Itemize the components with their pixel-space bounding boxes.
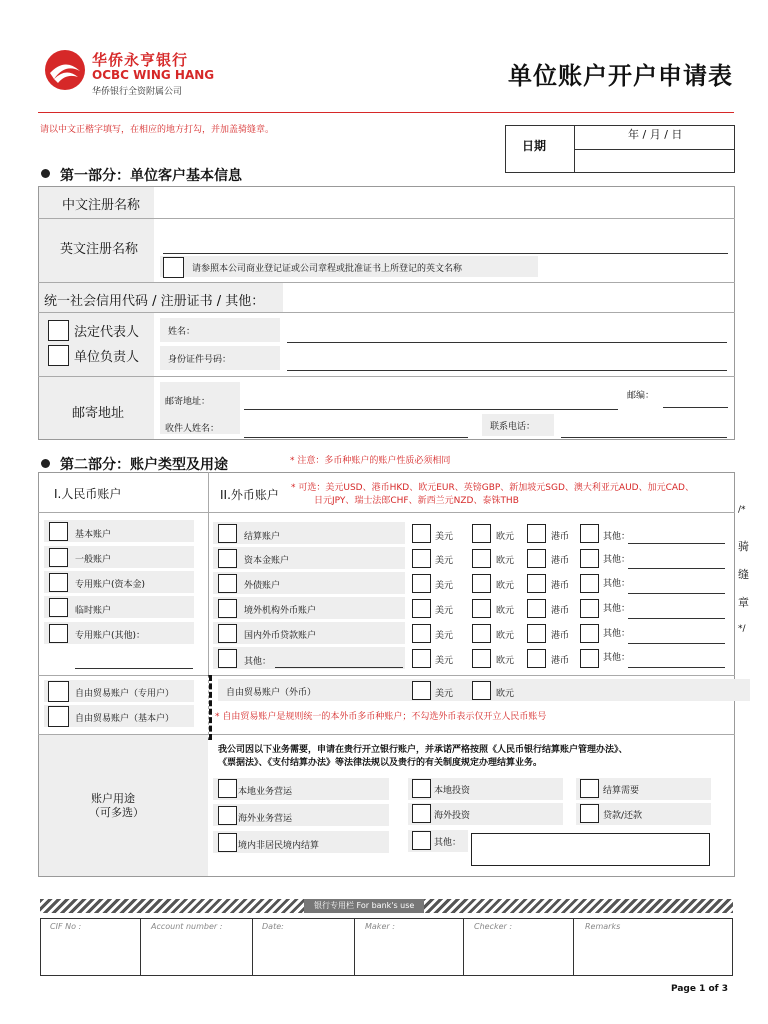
currency-usd-checkbox[interactable] (412, 599, 431, 618)
currency-other-checkbox[interactable] (580, 649, 599, 668)
bank-col-checker: Checker : (474, 922, 513, 931)
name-label: 姓名： (168, 327, 196, 337)
unit-head-checkbox[interactable] (48, 345, 69, 366)
bank-col-account: Account number : (151, 922, 223, 931)
bank-col-cif: CIF No : (50, 922, 82, 931)
usage-overseas-ops-checkbox[interactable] (218, 806, 237, 825)
date-label: 日期 (522, 139, 547, 153)
logo-name-cn: 华侨永亨银行 (92, 51, 189, 69)
rep-id-input[interactable] (287, 370, 727, 371)
currency-other-input[interactable] (628, 667, 725, 668)
usage-overseas-invest-checkbox[interactable] (412, 804, 431, 823)
currency-hkd-label: 港币 (551, 656, 570, 666)
rmb-general-checkbox[interactable] (49, 548, 68, 567)
fx-settlement-checkbox[interactable] (218, 524, 237, 543)
date-format: 年 / 月 / 日 (628, 128, 683, 141)
currency-other-label: 其他： (603, 629, 631, 639)
currency-hkd-checkbox[interactable] (527, 649, 546, 668)
mail-addr-input[interactable] (244, 409, 618, 410)
currency-hkd-label: 港币 (551, 606, 570, 616)
currency-other-input[interactable] (628, 568, 725, 569)
usage-settlement-label: 结算需要 (603, 786, 640, 796)
date-input[interactable] (578, 151, 730, 171)
currency-other-input[interactable] (628, 543, 725, 544)
ft-fx-label: 自由贸易账户（外币） (226, 688, 317, 698)
currency-usd-label: 美元 (435, 532, 454, 542)
usage-title: 账户用途 (91, 792, 135, 805)
ft-note: * 自由贸易账户是规则统一的本外币多币种账户；不勾选外币表示仅开立人民币账号 (215, 712, 547, 722)
usage-local-ops-label: 本地业务营运 (238, 787, 293, 797)
usage-statement-1: 我公司因以下业务需要，申请在贵行开立银行账户，并承诺严格按照《人民币银行结算账户管理办法》、 (218, 745, 628, 755)
seal-mark-2: 骑 (738, 540, 749, 553)
usage-overseas-invest-label: 海外投资 (434, 811, 471, 821)
currency-other-checkbox[interactable] (580, 599, 599, 618)
currency-eur-label: 欧元 (496, 532, 515, 542)
logo-name-en: OCBC WING HANG (92, 68, 215, 82)
currency-other-label: 其他： (603, 653, 631, 663)
usage-subtitle: （可多选） (89, 806, 144, 819)
fx-other-input[interactable] (275, 667, 403, 668)
usage-nonresident-checkbox[interactable] (218, 833, 237, 852)
currency-eur-checkbox[interactable] (472, 624, 491, 643)
recipient-label: 收件人姓名： (165, 424, 220, 434)
ft-basic-label: 自由贸易账户（基本户） (75, 714, 175, 724)
recipient-input[interactable] (244, 437, 468, 438)
usage-local-ops-checkbox[interactable] (218, 779, 237, 798)
fx-other-label: 其他： (244, 657, 272, 667)
mail-title: 邮寄地址 (72, 406, 125, 421)
currency-usd-label: 美元 (435, 656, 454, 666)
rmb-basic-label: 基本账户 (75, 530, 112, 540)
bank-col-maker: Maker : (365, 922, 395, 931)
rmb-temporary-label: 临时账户 (75, 606, 112, 616)
credit-code-label: 统一社会信用代码 / 注册证书 / 其他： (44, 294, 265, 309)
ft-basic-checkbox[interactable] (48, 706, 69, 727)
ft-eur-label: 欧元 (496, 689, 515, 699)
currency-other-checkbox[interactable] (580, 549, 599, 568)
bullet-icon (41, 459, 50, 468)
currency-eur-label: 欧元 (496, 656, 515, 666)
currency-usd-checkbox[interactable] (412, 649, 431, 668)
fx-foreign-debt-label: 外债账户 (244, 581, 281, 591)
cn-name-label: 中文注册名称 (62, 198, 141, 213)
currency-other-input[interactable] (628, 618, 725, 619)
currency-eur-checkbox[interactable] (472, 549, 491, 568)
currency-other-input[interactable] (628, 643, 725, 644)
instruction-text: 请以中文正楷字填写，在相应的地方打勾，并加盖骑缝章。 (40, 125, 275, 135)
seal-mark-3: 缝 (738, 568, 749, 581)
fx-options-line1: * 可选：美元USD、港币HKD、欧元EUR、英镑GBP、新加坡元SGD、澳大利亚元AUD、加元CAD、 (291, 483, 694, 493)
currency-hkd-checkbox[interactable] (527, 524, 546, 543)
currency-other-checkbox[interactable] (580, 524, 599, 543)
phone-label: 联系电话： (490, 422, 536, 432)
ft-eur-checkbox[interactable] (472, 681, 491, 700)
en-name-checkbox[interactable] (163, 257, 184, 278)
usage-other-checkbox[interactable] (412, 831, 431, 850)
en-name-note: 请参照本公司商业登记证或公司章程或批准证书上所登记的英文名称 (192, 264, 463, 274)
ft-usd-label: 美元 (435, 689, 454, 699)
bank-col-date: Date: (262, 922, 284, 931)
bank-use-title: 银行专用栏 For bank's use (304, 899, 424, 913)
fx-domestic-loan-label: 国内外币贷款账户 (244, 631, 317, 641)
fx-domestic-loan-checkbox[interactable] (218, 624, 237, 643)
currency-hkd-checkbox[interactable] (527, 599, 546, 618)
rmb-basic-checkbox[interactable] (49, 522, 68, 541)
fx-options-line2: 日元JPY、瑞士法郎CHF、新西兰元NZD、泰铢THB (314, 496, 519, 506)
logo-subtitle: 华侨银行全资附属公司 (92, 87, 183, 97)
ft-special-checkbox[interactable] (48, 681, 69, 702)
currency-eur-label: 欧元 (496, 631, 515, 641)
fx-settlement-label: 结算账户 (244, 532, 281, 542)
usage-overseas-ops-label: 海外业务营运 (238, 814, 293, 824)
usage-other-input[interactable] (471, 833, 710, 866)
currency-usd-label: 美元 (435, 581, 454, 591)
currency-other-label: 其他： (603, 555, 631, 565)
fx-title: II.外币账户 (220, 488, 279, 502)
usage-other-label: 其他： (434, 838, 462, 848)
currency-hkd-checkbox[interactable] (527, 624, 546, 643)
currency-usd-checkbox[interactable] (412, 624, 431, 643)
rmb-title: I.人民币账户 (54, 487, 122, 501)
id-number-label: 身份证件号码： (168, 355, 232, 365)
fx-offshore-label: 境外机构外币账户 (244, 606, 317, 616)
rmb-temporary-checkbox[interactable] (49, 598, 68, 617)
phone-input[interactable] (561, 437, 727, 438)
usage-loan-checkbox[interactable] (580, 804, 599, 823)
credit-code-input[interactable] (290, 286, 730, 308)
currency-eur-checkbox[interactable] (472, 574, 491, 593)
cn-name-input[interactable] (160, 190, 730, 214)
usage-local-invest-checkbox[interactable] (412, 779, 431, 798)
ft-usd-checkbox[interactable] (412, 681, 431, 700)
title-rule (38, 112, 734, 113)
rmb-special-other-checkbox[interactable] (49, 624, 68, 643)
currency-hkd-label: 港币 (551, 581, 570, 591)
currency-usd-label: 美元 (435, 556, 454, 566)
usage-statement-2: 《票据法》、《支付结算办法》等法律法规以及贵行的有关制度规定办理结算业务。 (218, 758, 543, 768)
bank-col-remarks: Remarks (585, 922, 621, 931)
currency-eur-checkbox[interactable] (472, 524, 491, 543)
rmb-special-capital-label: 专用账户(资本金) (75, 580, 146, 590)
usage-settlement-checkbox[interactable] (580, 779, 599, 798)
currency-usd-label: 美元 (435, 606, 454, 616)
rmb-other-input[interactable] (75, 668, 193, 669)
usage-loan-label: 贷款/还款 (603, 811, 643, 821)
currency-other-label: 其他： (603, 579, 631, 589)
fx-capital-label: 资本金账户 (244, 556, 290, 566)
currency-usd-checkbox[interactable] (412, 549, 431, 568)
usage-local-invest-label: 本地投资 (434, 786, 471, 796)
fx-offshore-checkbox[interactable] (218, 599, 237, 618)
seal-mark-4: 章 (738, 596, 749, 609)
rep-name-input[interactable] (287, 342, 727, 343)
fx-capital-checkbox[interactable] (218, 549, 237, 568)
rmb-general-label: 一般账户 (75, 555, 112, 565)
usage-nonresident-label: 境内非居民境内结算 (238, 841, 320, 851)
postcode-label: 邮编： (627, 391, 655, 401)
legal-rep-label: 法定代表人 (74, 325, 140, 340)
currency-eur-label: 欧元 (496, 581, 515, 591)
en-name-label: 英文注册名称 (60, 242, 139, 257)
currency-hkd-label: 港币 (551, 631, 570, 641)
currency-eur-label: 欧元 (496, 606, 515, 616)
currency-eur-checkbox[interactable] (472, 599, 491, 618)
rmb-special-other-label: 专用账户(其他)： (75, 631, 146, 641)
currency-usd-checkbox[interactable] (412, 574, 431, 593)
currency-hkd-checkbox[interactable] (527, 549, 546, 568)
currency-other-checkbox[interactable] (580, 624, 599, 643)
currency-eur-checkbox[interactable] (472, 649, 491, 668)
fx-other-checkbox[interactable] (218, 649, 237, 668)
currency-usd-checkbox[interactable] (412, 524, 431, 543)
part2-note: * 注意：多币种账户的账户性质必须相同 (290, 456, 451, 466)
seal-mark-5: */ (738, 624, 746, 634)
currency-hkd-label: 港币 (551, 532, 570, 542)
currency-other-label: 其他： (603, 532, 631, 542)
en-name-input[interactable] (163, 253, 728, 254)
part2-title: 第二部分：账户类型及用途 (60, 457, 228, 473)
currency-usd-label: 美元 (435, 631, 454, 641)
seal-mark-1: /* (738, 505, 746, 515)
rmb-special-capital-checkbox[interactable] (49, 573, 68, 592)
fx-foreign-debt-checkbox[interactable] (218, 574, 237, 593)
currency-hkd-checkbox[interactable] (527, 574, 546, 593)
bullet-icon (41, 169, 50, 178)
form-title: 单位账户开户申请表 (508, 62, 733, 90)
legal-rep-checkbox[interactable] (48, 320, 69, 341)
mail-addr-label: 邮寄地址： (165, 397, 211, 407)
currency-other-label: 其他： (603, 604, 631, 614)
unit-head-label: 单位负责人 (74, 350, 140, 365)
ocbc-logo (44, 47, 215, 99)
currency-other-input[interactable] (628, 593, 725, 594)
part1-title: 第一部分：单位客户基本信息 (60, 168, 242, 184)
postcode-input[interactable] (663, 407, 728, 408)
currency-hkd-label: 港币 (551, 556, 570, 566)
currency-other-checkbox[interactable] (580, 574, 599, 593)
page-number: Page 1 of 3 (671, 984, 728, 994)
ft-special-label: 自由贸易账户（专用户） (75, 689, 175, 699)
currency-eur-label: 欧元 (496, 556, 515, 566)
ocbc-logo-icon (44, 49, 86, 91)
